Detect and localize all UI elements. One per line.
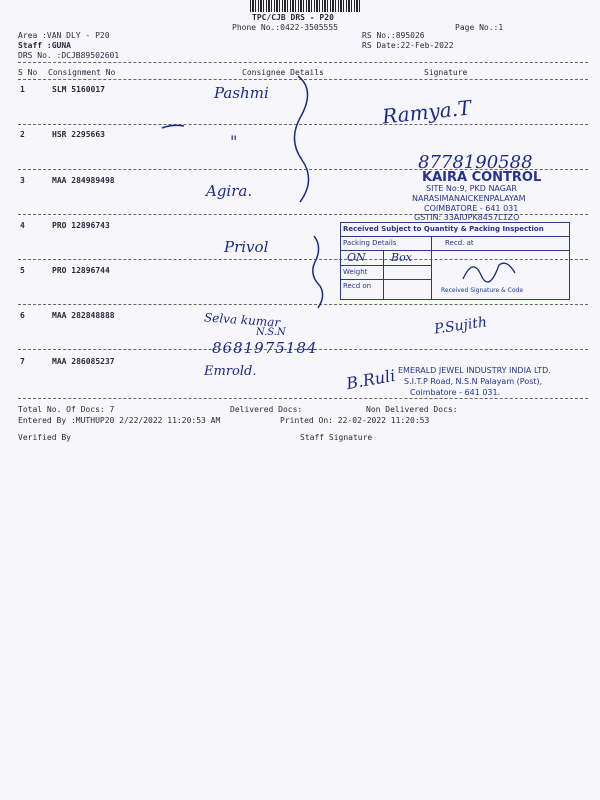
rs-number: RS No.:895026	[362, 31, 425, 40]
handwritten-signature: Ramya.T	[380, 95, 473, 129]
row-consignment: MAA 282848888	[52, 311, 115, 320]
stamp-address: COIMBATORE - 641 031	[424, 204, 519, 213]
row-sno: 6	[20, 311, 25, 320]
verified-by: Verified By	[18, 433, 71, 442]
stamp-address: NARASIMANAICKENPALAYAM	[412, 194, 526, 203]
entered-by: Entered By :MUTHUP20 2/22/2022 11:20:53 AM	[18, 416, 221, 425]
row-sno: 4	[20, 221, 25, 230]
col-signature: Signature	[424, 68, 468, 77]
receipt-footer: Received Signature & Code	[441, 287, 524, 294]
dash-stroke	[162, 125, 184, 128]
total-docs: Total No. Of Docs: 7	[18, 405, 115, 414]
receipt-box-value: Box	[391, 251, 412, 264]
row-consignment: PRO 12896743	[52, 221, 110, 230]
handwritten-phone: 8681975184	[212, 339, 318, 357]
receipt-packing-label: Packing Details	[343, 239, 397, 247]
receipt-recdon-label: Recd on	[343, 282, 372, 290]
col-consignee: Consignee Details	[242, 68, 324, 77]
handwritten-ditto: "	[230, 132, 238, 151]
col-consignment: Consignment No	[48, 68, 116, 77]
divider	[383, 250, 384, 299]
stamp-company: EMERALD JEWEL INDUSTRY INDIA LTD.	[398, 366, 551, 375]
stamp-address: Coimbatore - 641 031.	[410, 388, 501, 397]
divider	[431, 236, 432, 299]
staff-label: Staff :GUNA	[18, 41, 71, 50]
bracket-stroke	[294, 76, 308, 202]
page-number: Page No.:1	[455, 23, 504, 32]
divider	[341, 265, 431, 266]
phone-number: Phone No.:0422-3505555	[232, 23, 338, 32]
handwritten-phone: 8778190588	[418, 152, 533, 173]
row-sno: 3	[20, 176, 25, 185]
barcode	[250, 0, 360, 12]
delivered-docs: Delivered Docs:	[230, 405, 303, 414]
row-sno: 7	[20, 357, 25, 366]
divider	[341, 236, 569, 237]
bracket-stroke	[313, 236, 323, 308]
handwritten-brackets	[150, 70, 330, 320]
row-consignment: MAA 286085237	[52, 357, 115, 366]
handwritten-signature: B.Ruli	[344, 365, 397, 394]
drs-number: DRS No. :DCJB89502601	[18, 51, 120, 60]
handwritten-name: N.S.N	[256, 327, 286, 338]
stamp-company: KAIRA CONTROL	[422, 170, 542, 185]
handwritten-name: Pashmi	[214, 84, 269, 102]
row-sno: 5	[20, 266, 25, 275]
handwritten-name: Privol	[224, 238, 269, 256]
divider	[341, 279, 431, 280]
handwritten-name: Agira.	[206, 182, 253, 200]
handwritten-signature: P.Sujith	[433, 314, 488, 338]
area-label: Area :VAN DLY - P20	[18, 31, 110, 40]
receipt-recd-label: Recd. at	[445, 239, 474, 247]
handwritten-name: Selva kumar	[203, 310, 281, 330]
printed-on: Printed On: 22-02-2022 11:20:53	[280, 416, 430, 425]
receipt-signature-scribble	[459, 255, 519, 285]
divider	[341, 250, 569, 251]
handwritten-name: Emrold.	[204, 364, 257, 379]
receipt-stamp	[340, 222, 570, 300]
receipt-weight-label: Weight	[343, 268, 368, 276]
rs-date: RS Date:22-Feb-2022	[362, 41, 454, 50]
non-delivered-docs: Non Delivered Docs:	[366, 405, 458, 414]
row-consignment: SLM 5160017	[52, 85, 105, 94]
stamp-address: S.I.T.P Road, N.S.N Palayam (Post),	[404, 377, 543, 386]
stamp-gstin: GSTIN: 33AIUPK8457L1ZO	[414, 213, 520, 222]
divider	[18, 62, 588, 63]
row-consignment: MAA 284989498	[52, 176, 115, 185]
row-consignment: HSR 2295663	[52, 130, 105, 139]
receipt-title: Received Subject to Quantity & Packing Inspection	[343, 225, 544, 233]
row-consignment: PRO 12896744	[52, 266, 110, 275]
row-sno: 1	[20, 85, 25, 94]
receipt-on-value: ON	[347, 251, 366, 264]
row-sno: 2	[20, 130, 25, 139]
row-divider	[18, 398, 588, 399]
staff-signature: Staff Signature	[300, 433, 373, 442]
col-sno: S No	[18, 68, 38, 77]
document-title: TPC/CJB DRS - P20	[252, 13, 334, 22]
stamp-address: SITE No:9, PKD NAGAR	[426, 184, 517, 193]
